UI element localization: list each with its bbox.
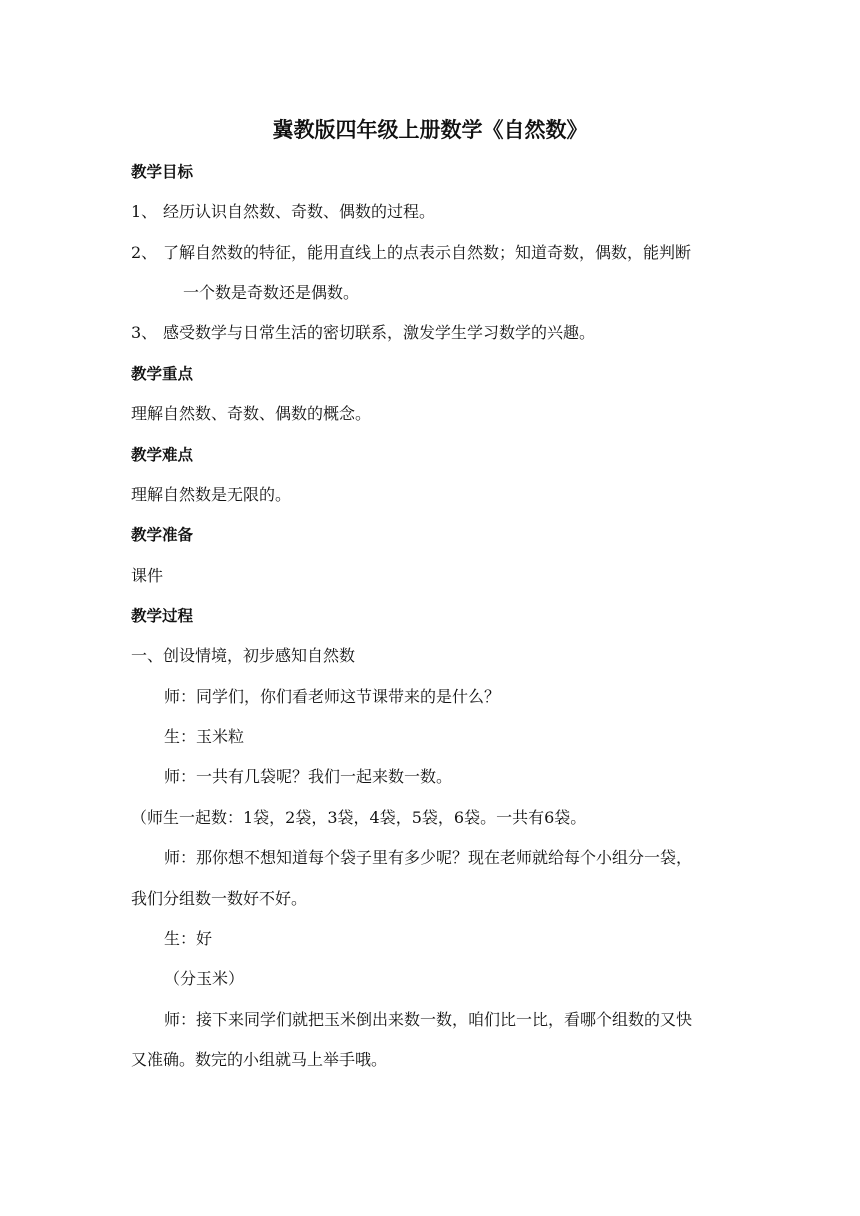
goal-text: 经历认识自然数、奇数、偶数的过程。 (163, 202, 436, 221)
dialogue-line: 师：那你想不想知道每个袋子里有多少呢？现在老师就给每个小组分一袋， (164, 848, 693, 867)
goal-number: 3、 (131, 323, 158, 342)
goal-number: 2、 (131, 243, 158, 262)
goals-heading: 教学目标 (131, 163, 194, 181)
key-points-text: 理解自然数、奇数、偶数的概念。 (131, 404, 372, 423)
dialogue-line: （分玉米） (164, 969, 245, 988)
goal-item-2-continuation: 一个数是奇数还是偶数。 (183, 283, 360, 302)
dialogue-line: 生：好 (164, 929, 213, 948)
dialogue-line: 我们分组数一数好不好。 (131, 889, 308, 908)
goal-number: 1、 (131, 202, 158, 221)
document-title: 冀教版四年级上册数学《自然数》 (272, 118, 588, 142)
difficulties-text: 理解自然数是无限的。 (131, 485, 292, 504)
section-1-heading: 一、创设情境，初步感知自然数 (131, 646, 356, 665)
process-heading: 教学过程 (131, 607, 194, 625)
dialogue-line: 师：同学们，你们看老师这节课带来的是什么？ (164, 687, 501, 706)
dialogue-line: （师生一起数：1袋，2袋，3袋，4袋，5袋，6袋。一共有6袋。 (131, 808, 587, 827)
goal-text: 了解自然数的特征，能用直线上的点表示自然数；知道奇数，偶数，能判断 (163, 243, 692, 262)
goal-item-3 (131, 323, 595, 343)
goal-item-2 (131, 243, 691, 263)
difficulties-heading: 教学难点 (131, 446, 194, 464)
dialogue-line: 师：接下来同学们就把玉米倒出来数一数，咱们比一比，看哪个组数的又快 (164, 1010, 693, 1029)
preparation-text: 课件 (131, 566, 164, 585)
key-points-heading: 教学重点 (131, 365, 194, 383)
dialogue-line: 生：玉米粒 (164, 727, 245, 746)
dialogue-line: 又准确。数完的小组就马上举手哦。 (131, 1050, 388, 1069)
dialogue-line: 师：一共有几袋呢？我们一起来数一数。 (164, 767, 453, 786)
preparation-heading: 教学准备 (131, 526, 194, 544)
goal-text: 感受数学与日常生活的密切联系，激发学生学习数学的兴趣。 (163, 323, 596, 342)
goal-item-1 (131, 202, 435, 222)
